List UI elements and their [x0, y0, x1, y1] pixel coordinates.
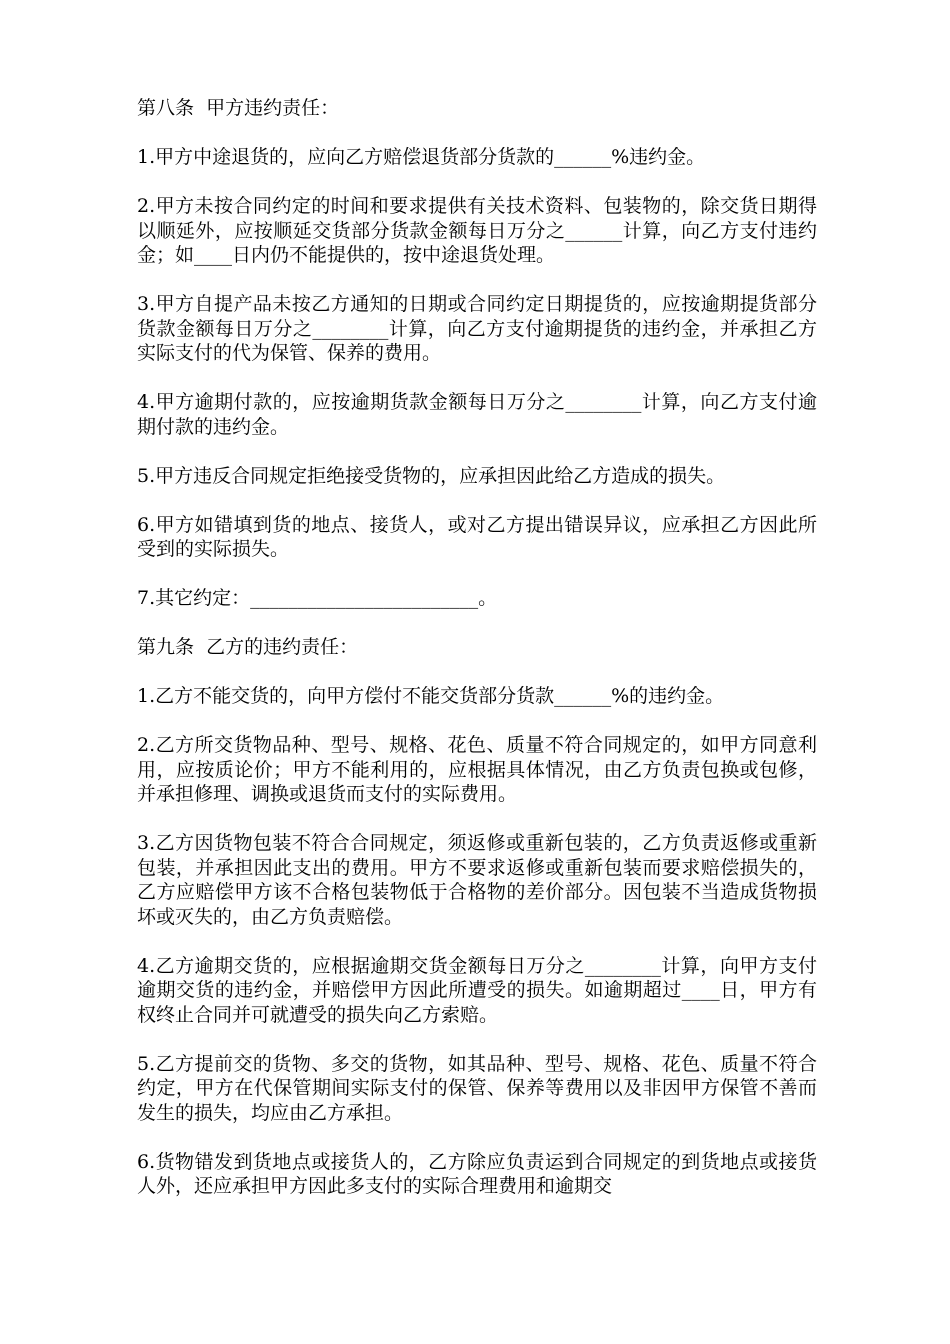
article-9-clause-2: 2.乙方所交货物品种、型号、规格、花色、质量不符合同规定的，如甲方同意利用，应按质论价；甲方不能利用的，应根据具体情况，由乙方负责包换或包修，并承担修理、调换或退货而支付的实际费用。 [137, 734, 817, 805]
article-9-clause-5: 5.乙方提前交的货物、多交的货物，如其品种、型号、规格、花色、质量不符合约定，甲方在代保管期间实际支付的保管、保养等费用以及非因甲方保管不善而发生的损失，均应由乙方承担。 [137, 1052, 817, 1124]
article-8-clause-5: 5.甲方违反合同规定拒绝接受货物的，应承担因此给乙方造成的损失。 [137, 464, 726, 487]
article-9-clause-6: 6.货物错发到货地点或接货人的，乙方除应负责运到合同规定的到货地点或接货人外，还应承担甲方因此多支付的实际合理费用和逾期交 [137, 1150, 817, 1197]
article-9-clause-1: 1.乙方不能交货的，向甲方偿付不能交货部分货款______%的违约金。 [137, 685, 725, 707]
article-8-clause-3: 3.甲方自提产品未按乙方通知的日期或合同约定日期提货的，应按逾期提货部分货款金额每日万分之________计算，向乙方支付逾期提货的违约金，并承担乙方实际支付的代为保管、保养的费用。 [137, 293, 817, 364]
article-8-clause-2: 2.甲方未按合同约定的时间和要求提供有关技术资料、包装物的，除交货日期得以顺延外，应按顺延交货部分货款金额每日万分之______计算，向乙方支付违约金；如____日内仍不能提供的，按中途退货处理。 [137, 195, 817, 266]
article-8-clause-4: 4.甲方逾期付款的，应按逾期货款金额每日万分之________计算，向乙方支付逾期付款的违约金。 [137, 391, 817, 438]
document-page [137, 96, 817, 1223]
article-9-clause-3: 3.乙方因货物包装不符合合同规定，须返修或重新包装的，乙方负责返修或重新包装，并承担因此支出的费用。甲方不要求返修或重新包装而要求赔偿损失的，乙方应赔偿甲方该不合格包装物低于合格物的差价部分。因包装不当造成货物损坏或灭失的，由乙方负责赔偿。 [137, 832, 817, 928]
article-8-clause-6: 6.甲方如错填到货的地点、接货人，或对乙方提出错误异议，应承担乙方因此所受到的实际损失。 [137, 513, 817, 560]
article-8-clause-1: 1.甲方中途退货的，应向乙方赔偿退货部分货款的______%违约金。 [137, 146, 706, 168]
article-8-clause-7: 7.其它约定：________________________。 [137, 587, 498, 609]
article-9-heading: 第九条 乙方的违约责任： [137, 636, 359, 658]
article-8-heading: 第八条 甲方违约责任： [137, 97, 340, 119]
article-9-clause-4: 4.乙方逾期交货的，应根据逾期交货金额每日万分之________计算，向甲方支付逾期交货的违约金，并赔偿甲方因此所遭受的损失。如逾期超过____日，甲方有权终止合同并可就遭受的损失向乙方索赔。 [137, 954, 817, 1026]
